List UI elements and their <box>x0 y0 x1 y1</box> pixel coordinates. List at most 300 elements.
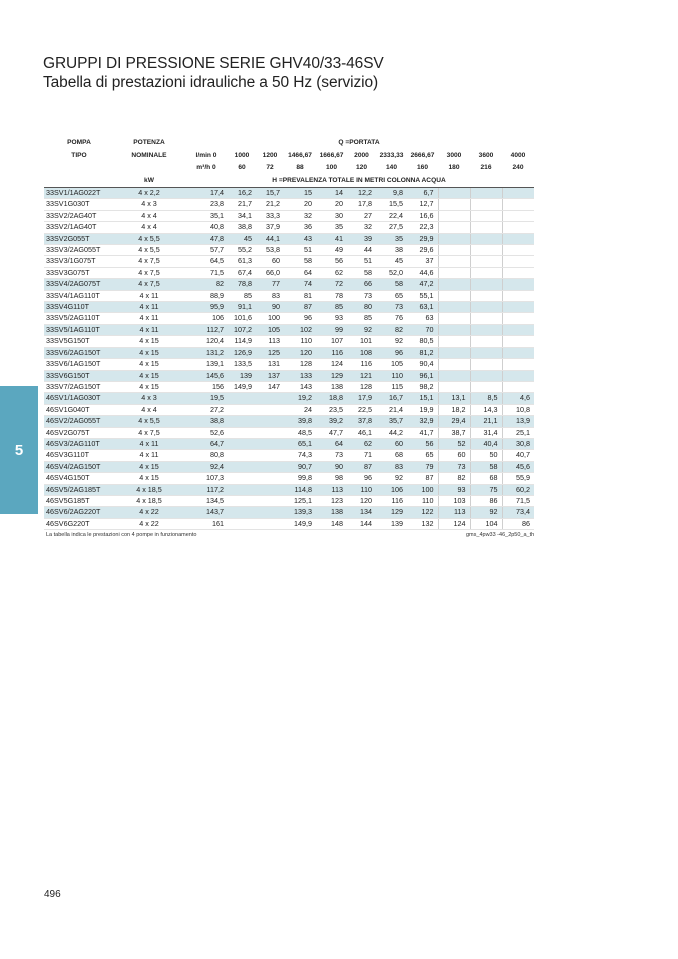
head-value: 18,8 <box>316 393 347 404</box>
head-value: 49 <box>316 245 347 256</box>
head-value: 52,6 <box>184 427 228 438</box>
head-value <box>256 450 284 461</box>
head-value: 149,9 <box>228 381 256 392</box>
pump-model: 46SV4/2AG150T <box>44 461 114 472</box>
head-value: 19,5 <box>184 393 228 404</box>
head-value: 23,5 <box>316 404 347 415</box>
table-body <box>44 188 534 530</box>
head-value: 16,2 <box>228 188 256 199</box>
head-value <box>228 404 256 415</box>
head-value: 116 <box>347 359 376 370</box>
head-value: 38,8 <box>184 416 228 427</box>
head-value: 90 <box>316 461 347 472</box>
head-value: 13,1 <box>438 393 470 404</box>
head-value: 60 <box>438 450 470 461</box>
table-row <box>44 393 534 404</box>
head-value: 57,7 <box>184 245 228 256</box>
head-value: 72 <box>316 279 347 290</box>
head-value: 71 <box>347 450 376 461</box>
pump-model: 33SV4G110T <box>44 302 114 313</box>
head-value: 60 <box>376 438 407 449</box>
head-value: 86 <box>502 518 534 529</box>
pump-model: 33SV2G055T <box>44 233 114 244</box>
head-value: 27,5 <box>376 222 407 233</box>
nominal-power: 4 x 18,5 <box>114 495 184 506</box>
head-value: 87 <box>347 461 376 472</box>
nominal-power: 4 x 7,5 <box>114 279 184 290</box>
head-value <box>228 416 256 427</box>
head-value: 22,5 <box>347 404 376 415</box>
table-row <box>44 245 534 256</box>
head-value: 73 <box>438 461 470 472</box>
head-value <box>438 222 470 233</box>
head-value: 31,4 <box>470 427 502 438</box>
flow-lmin: 2000 <box>354 151 369 159</box>
head-value: 113 <box>256 336 284 347</box>
head-value <box>502 279 534 290</box>
head-value: 132 <box>407 518 438 529</box>
head-value <box>502 324 534 335</box>
head-value: 47,7 <box>316 427 347 438</box>
head-value <box>438 370 470 381</box>
head-value: 78,8 <box>228 279 256 290</box>
pump-model: 33SV5/1AG110T <box>44 324 114 335</box>
head-value: 120 <box>347 495 376 506</box>
head-value: 110 <box>284 336 316 347</box>
head-value: 30,8 <box>502 438 534 449</box>
nominal-power: 4 x 11 <box>114 438 184 449</box>
flow-m3h: 140 <box>385 164 397 171</box>
table-row <box>44 233 534 244</box>
head-value: 45 <box>376 256 407 267</box>
head-value <box>228 484 256 495</box>
head-value <box>438 313 470 324</box>
head-value: 86 <box>470 495 502 506</box>
head-value: 58 <box>376 279 407 290</box>
head-value: 104 <box>470 518 502 529</box>
head-value: 37 <box>407 256 438 267</box>
head-value: 139 <box>228 370 256 381</box>
flow-m3h: 60 <box>238 164 246 171</box>
head-value: 32,9 <box>407 416 438 427</box>
head-value: 37,9 <box>256 222 284 233</box>
pump-model: 46SV2/2AG055T <box>44 416 114 427</box>
head-value: 139,1 <box>184 359 228 370</box>
head-value: 134,5 <box>184 495 228 506</box>
head-value <box>438 256 470 267</box>
head-value: 43 <box>284 233 316 244</box>
head-value: 65 <box>407 450 438 461</box>
head-value <box>470 347 502 358</box>
head-value: 92 <box>470 507 502 518</box>
head-value: 161 <box>184 518 228 529</box>
head-value: 81 <box>284 290 316 301</box>
table-row <box>44 518 534 529</box>
head-value: 51 <box>347 256 376 267</box>
chapter-tab: 5 <box>0 386 38 514</box>
pump-model: 33SV3/1G075T <box>44 256 114 267</box>
table-row <box>44 484 534 495</box>
head-value: 95,9 <box>184 302 228 313</box>
pump-model: 33SV5G150T <box>44 336 114 347</box>
head-value: 32 <box>284 210 316 221</box>
head-value: 92 <box>347 324 376 335</box>
head-value: 81,2 <box>407 347 438 358</box>
head-value: 44,1 <box>256 233 284 244</box>
head-value: 71,5 <box>184 267 228 278</box>
nominal-power: 4 x 3 <box>114 199 184 210</box>
nominal-power: 4 x 15 <box>114 359 184 370</box>
nominal-power: 4 x 4 <box>114 222 184 233</box>
head-value: 10,8 <box>502 404 534 415</box>
pump-model: 46SV1/1AG030T <box>44 393 114 404</box>
head-value: 115 <box>376 381 407 392</box>
head-value: 38,8 <box>228 222 256 233</box>
head-value: 68 <box>376 450 407 461</box>
head-value: 60 <box>256 256 284 267</box>
head-value: 128 <box>284 359 316 370</box>
head-value: 101,6 <box>228 313 256 324</box>
head-value: 99,8 <box>284 473 316 484</box>
head-value: 80 <box>347 302 376 313</box>
head-value: 17,8 <box>347 199 376 210</box>
page-title: GRUPPI DI PRESSIONE SERIE GHV40/33-46SV <box>43 55 384 72</box>
head-value: 74,3 <box>284 450 316 461</box>
head-value: 91,1 <box>228 302 256 313</box>
head-value: 123 <box>316 495 347 506</box>
head-value: 41 <box>316 233 347 244</box>
head-value: 73 <box>376 302 407 313</box>
head-value <box>502 302 534 313</box>
head-value: 110 <box>347 484 376 495</box>
head-value: 61,3 <box>228 256 256 267</box>
head-value: 58 <box>470 461 502 472</box>
head-value <box>502 336 534 347</box>
head-value: 105 <box>376 359 407 370</box>
head-value: 15,1 <box>407 393 438 404</box>
table-row <box>44 495 534 506</box>
head-value: 44,2 <box>376 427 407 438</box>
head-value: 12,7 <box>407 199 438 210</box>
head-value: 121 <box>347 370 376 381</box>
pump-model: 46SV5/2AG185T <box>44 484 114 495</box>
head-value: 22,4 <box>376 210 407 221</box>
head-value <box>256 393 284 404</box>
head-value: 112,7 <box>184 324 228 335</box>
pump-model: 46SV2G075T <box>44 427 114 438</box>
table-row <box>44 347 534 358</box>
performance-table-container <box>44 137 534 530</box>
nominal-power: 4 x 7,5 <box>114 267 184 278</box>
head-value <box>438 199 470 210</box>
head-value <box>470 279 502 290</box>
head-value <box>502 210 534 221</box>
head-value: 64 <box>316 438 347 449</box>
head-value: 55,9 <box>502 473 534 484</box>
head-value <box>470 381 502 392</box>
pump-model: 33SV6G150T <box>44 370 114 381</box>
nominal-power: 4 x 5,5 <box>114 416 184 427</box>
head-value: 15,5 <box>376 199 407 210</box>
header-kw: kW <box>114 175 184 188</box>
head-value: 102 <box>284 324 316 335</box>
nominal-power: 4 x 11 <box>114 302 184 313</box>
head-value: 138 <box>316 507 347 518</box>
nominal-power: 4 x 4 <box>114 404 184 415</box>
head-value: 18,2 <box>438 404 470 415</box>
head-value: 9,8 <box>376 188 407 199</box>
head-value: 114,8 <box>284 484 316 495</box>
head-value: 73,4 <box>502 507 534 518</box>
head-value: 36 <box>284 222 316 233</box>
head-value: 29,4 <box>438 416 470 427</box>
head-value <box>256 484 284 495</box>
head-value: 145,6 <box>184 370 228 381</box>
flow-m3h: 240 <box>512 164 524 171</box>
flow-lmin: 1666,67 <box>319 151 344 159</box>
head-value: 77 <box>256 279 284 290</box>
head-value: 73 <box>347 290 376 301</box>
pump-model: 33SV1G030T <box>44 199 114 210</box>
head-value: 62 <box>347 438 376 449</box>
table-row <box>44 416 534 427</box>
head-value: 70 <box>407 324 438 335</box>
head-value: 25,1 <box>502 427 534 438</box>
head-value: 68 <box>470 473 502 484</box>
head-value: 87 <box>407 473 438 484</box>
head-value <box>256 404 284 415</box>
head-value: 44 <box>347 245 376 256</box>
head-value: 143,7 <box>184 507 228 518</box>
head-value: 63,1 <box>407 302 438 313</box>
head-value <box>438 302 470 313</box>
head-value <box>438 267 470 278</box>
head-value: 147 <box>256 381 284 392</box>
pump-model: 33SV7/2AG150T <box>44 381 114 392</box>
head-value <box>470 267 502 278</box>
head-value: 21,2 <box>256 199 284 210</box>
flow-lmin: 2333,33 <box>379 151 404 159</box>
nominal-power: 4 x 15 <box>114 370 184 381</box>
head-value: 34,1 <box>228 210 256 221</box>
head-value: 156 <box>184 381 228 392</box>
nominal-power: 4 x 5,5 <box>114 233 184 244</box>
nominal-power: 4 x 2,2 <box>114 188 184 199</box>
head-value: 131,2 <box>184 347 228 358</box>
pump-model: 46SV6G220T <box>44 518 114 529</box>
head-value: 66,0 <box>256 267 284 278</box>
table-row <box>44 336 534 347</box>
performance-table <box>44 137 534 530</box>
head-value: 122 <box>407 507 438 518</box>
head-value: 15 <box>284 188 316 199</box>
pump-model: 46SV5G185T <box>44 495 114 506</box>
nominal-power: 4 x 7,5 <box>114 427 184 438</box>
header-potenza: POTENZA <box>133 139 165 146</box>
unit-lmin: l/min 0 <box>195 151 217 159</box>
head-value: 39 <box>347 233 376 244</box>
table-row <box>44 461 534 472</box>
head-value: 120,4 <box>184 336 228 347</box>
head-value: 23,8 <box>184 199 228 210</box>
head-value: 27,2 <box>184 404 228 415</box>
table-row <box>44 450 534 461</box>
head-value: 113 <box>316 484 347 495</box>
head-value: 32 <box>347 222 376 233</box>
head-value: 8,5 <box>470 393 502 404</box>
head-value: 44,6 <box>407 267 438 278</box>
head-value: 100 <box>407 484 438 495</box>
flow-lmin: 1200 <box>262 151 278 159</box>
table-row <box>44 427 534 438</box>
flow-m3h: 180 <box>448 164 460 171</box>
head-value <box>438 245 470 256</box>
nominal-power: 4 x 15 <box>114 461 184 472</box>
pump-model: 46SV3G110T <box>44 450 114 461</box>
table-row <box>44 302 534 313</box>
pump-model: 33SV3G075T <box>44 267 114 278</box>
head-value: 48,5 <box>284 427 316 438</box>
flow-lmin: 1000 <box>234 151 250 159</box>
head-value: 107 <box>316 336 347 347</box>
table-row <box>44 473 534 484</box>
head-value <box>470 222 502 233</box>
pump-model: 33SV1/1AG022T <box>44 188 114 199</box>
head-value: 98 <box>316 473 347 484</box>
head-value <box>470 245 502 256</box>
head-value: 55,1 <box>407 290 438 301</box>
head-value: 125,1 <box>284 495 316 506</box>
head-value: 106 <box>184 313 228 324</box>
head-value: 14 <box>316 188 347 199</box>
head-value: 126,9 <box>228 347 256 358</box>
table-row <box>44 313 534 324</box>
head-value: 90,4 <box>407 359 438 370</box>
head-value: 20 <box>316 199 347 210</box>
head-value: 19,9 <box>407 404 438 415</box>
head-value: 65 <box>376 290 407 301</box>
nominal-power: 4 x 11 <box>114 450 184 461</box>
head-value: 90,7 <box>284 461 316 472</box>
head-value: 6,7 <box>407 188 438 199</box>
head-value: 46,1 <box>347 427 376 438</box>
pump-model: 33SV4/2AG075T <box>44 279 114 290</box>
head-value <box>502 381 534 392</box>
table-row <box>44 507 534 518</box>
head-value: 144 <box>347 518 376 529</box>
head-value: 37,8 <box>347 416 376 427</box>
head-value <box>470 336 502 347</box>
table-row <box>44 404 534 415</box>
table-row <box>44 290 534 301</box>
head-value: 73 <box>316 450 347 461</box>
flow-m3h: 100 <box>325 164 337 171</box>
head-value: 82 <box>438 473 470 484</box>
head-value <box>502 347 534 358</box>
table-row <box>44 210 534 221</box>
head-value: 20 <box>284 199 316 210</box>
head-value: 16,7 <box>376 393 407 404</box>
page-subtitle: Tabella di prestazioni idrauliche a 50 Hz (servizio) <box>43 74 379 91</box>
head-value: 107,3 <box>184 473 228 484</box>
nominal-power: 4 x 7,5 <box>114 256 184 267</box>
flow-m3h: 120 <box>355 164 367 171</box>
head-value <box>438 290 470 301</box>
pump-model: 33SV2/2AG40T <box>44 210 114 221</box>
head-value: 96 <box>284 313 316 324</box>
head-value: 63 <box>407 313 438 324</box>
header-nominale: NOMINALE <box>131 151 167 159</box>
head-value: 90 <box>256 302 284 313</box>
head-value: 116 <box>316 347 347 358</box>
flow-lmin: 3600 <box>478 151 494 159</box>
table-row <box>44 324 534 335</box>
head-value <box>228 473 256 484</box>
flow-lmin: 1466,67 <box>288 151 312 159</box>
head-value: 131 <box>256 359 284 370</box>
head-value: 88,9 <box>184 290 228 301</box>
head-value: 35,1 <box>184 210 228 221</box>
head-value: 79 <box>407 461 438 472</box>
head-value <box>256 438 284 449</box>
head-value: 60,2 <box>502 484 534 495</box>
head-value: 50 <box>470 450 502 461</box>
flow-m3h: 88 <box>296 164 304 171</box>
head-value: 33,3 <box>256 210 284 221</box>
head-value: 124 <box>316 359 347 370</box>
head-value: 96 <box>376 347 407 358</box>
head-value: 134 <box>347 507 376 518</box>
head-value: 117,2 <box>184 484 228 495</box>
head-value: 139,3 <box>284 507 316 518</box>
header-prevalenza: H =PREVALENZA TOTALE IN METRI COLONNA ACQUA <box>184 175 534 188</box>
head-value: 65,1 <box>284 438 316 449</box>
head-value <box>228 518 256 529</box>
footnote: La tabella indica le prestazioni con 4 pompe in funzionamento <box>46 532 197 538</box>
head-value: 139 <box>376 518 407 529</box>
head-value <box>256 461 284 472</box>
head-value <box>502 188 534 199</box>
head-value: 98,2 <box>407 381 438 392</box>
head-value: 128 <box>347 381 376 392</box>
flow-m3h: 216 <box>480 164 492 171</box>
head-value <box>502 245 534 256</box>
head-value: 99 <box>316 324 347 335</box>
head-value: 103 <box>438 495 470 506</box>
head-value <box>228 450 256 461</box>
nominal-power: 4 x 15 <box>114 473 184 484</box>
table-row <box>44 222 534 233</box>
head-value <box>438 336 470 347</box>
head-value: 13,9 <box>502 416 534 427</box>
head-value: 93 <box>316 313 347 324</box>
head-value: 12,2 <box>347 188 376 199</box>
head-value: 110 <box>376 370 407 381</box>
pump-model: 33SV6/2AG150T <box>44 347 114 358</box>
head-value <box>470 302 502 313</box>
head-value: 16,6 <box>407 210 438 221</box>
head-value: 110 <box>407 495 438 506</box>
head-value: 113 <box>438 507 470 518</box>
head-value: 52 <box>438 438 470 449</box>
head-value: 17,4 <box>184 188 228 199</box>
head-value: 120 <box>284 347 316 358</box>
head-value: 129 <box>316 370 347 381</box>
head-value: 125 <box>256 347 284 358</box>
head-value: 21,4 <box>376 404 407 415</box>
header-pompa: POMPA <box>67 139 91 146</box>
head-value: 83 <box>376 461 407 472</box>
